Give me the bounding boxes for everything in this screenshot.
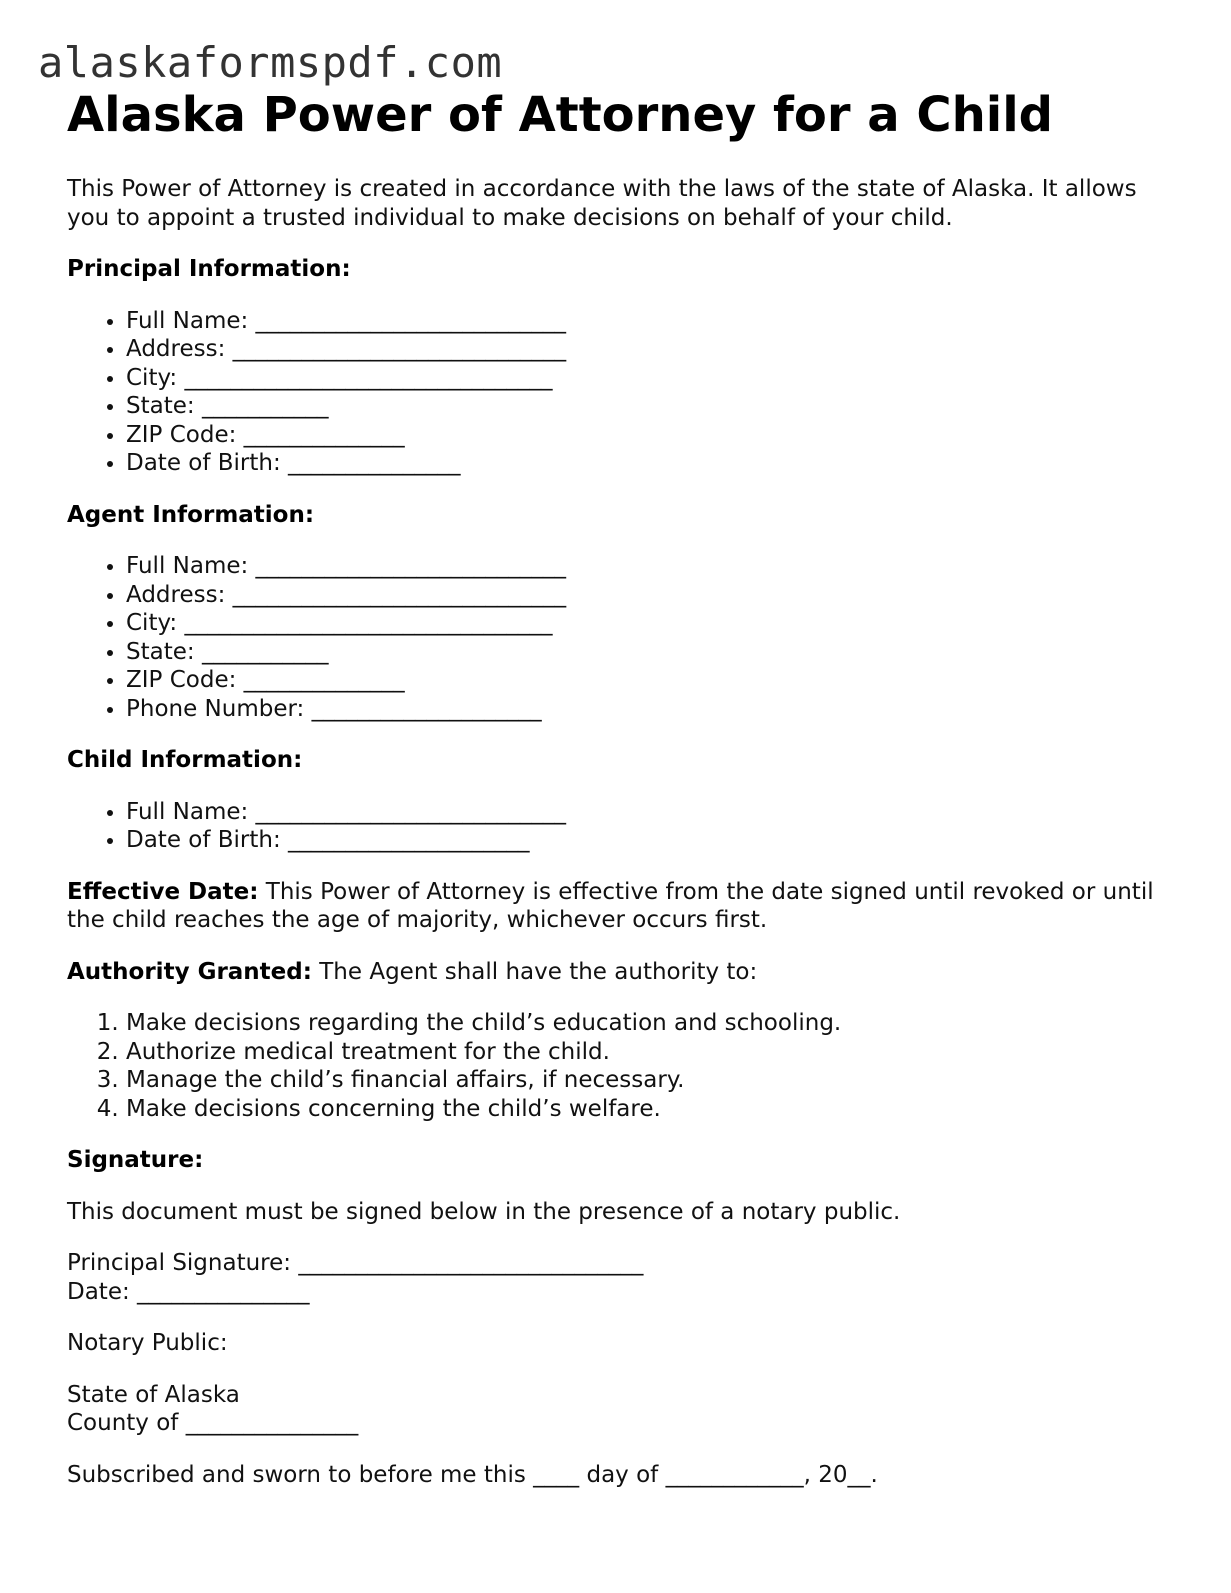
authority-item-financial: 3. Manage the child’s financial affairs, if necessary. (126, 1066, 1167, 1095)
principal-field-list (67, 307, 1167, 478)
document-page (67, 86, 1167, 1489)
signature-note: This document must be signed below in the presence of a notary public. (67, 1198, 901, 1225)
principal-full-name-field: • Full Name: ___________________________ (126, 307, 1167, 336)
notary-state-line: State of Alaska (67, 1381, 240, 1408)
authority-item-welfare: 4. Make decisions concerning the child’s welfare. (126, 1095, 1167, 1124)
notary-label: Notary Public: (67, 1330, 228, 1356)
agent-city-field: • City: ________________________________ (126, 609, 1167, 638)
notary-sworn-line: Subscribed and sworn to before me this ____ day of ____________, 20__. (67, 1461, 878, 1488)
child-dob-field: • Date of Birth: _____________________ (126, 826, 1167, 855)
authority-list (67, 1009, 1167, 1123)
agent-field-list (67, 552, 1167, 723)
notary-county-line: County of _______________ (67, 1410, 359, 1436)
child-full-name-field: • Full Name: ___________________________ (126, 798, 1167, 827)
document-title: Alaska Power of Attorney for a Child (67, 87, 1054, 143)
authority-item-medical: 2. Authorize medical treatment for the child. (126, 1038, 1167, 1067)
principal-heading: Principal Information: (67, 256, 351, 282)
intro-paragraph: This Power of Attorney is created in accordance with the laws of the state of Alaska. It allows you to appoint a trusted individual to make decisions on behalf of your child. (67, 176, 1137, 231)
signature-heading: Signature: (67, 1147, 204, 1173)
principal-signature-line: Principal Signature: ______________________________ (67, 1250, 644, 1276)
child-field-list (67, 798, 1167, 855)
watermark: alaskaformspdf.com (38, 38, 503, 87)
authority-paragraph (67, 958, 1167, 987)
effective-date-label: Effective Date: (67, 878, 259, 905)
notary-venue-block (67, 1381, 1167, 1438)
effective-date-text: This Power of Attorney is effective from the date signed until revoked or until the child reaches the age of majority, whichever occurs first. (67, 878, 1154, 933)
agent-phone-field: • Phone Number: ____________________ (126, 695, 1167, 724)
authority-item-education: 1. Make decisions regarding the child’s education and schooling. (126, 1009, 1167, 1038)
principal-city-field: • City: ________________________________ (126, 364, 1167, 393)
signature-block (67, 1249, 1167, 1306)
agent-full-name-field: • Full Name: ___________________________ (126, 552, 1167, 581)
agent-address-field: • Address: _____________________________ (126, 581, 1167, 610)
principal-state-field: • State: ___________ (126, 392, 1167, 421)
agent-zip-field: • ZIP Code: ______________ (126, 666, 1167, 695)
principal-zip-field: • ZIP Code: ______________ (126, 421, 1167, 450)
authority-text: The Agent shall have the authority to: (311, 958, 758, 985)
effective-date-paragraph (67, 878, 1167, 935)
signature-date-line: Date: _______________ (67, 1278, 310, 1305)
agent-state-field: • State: ___________ (126, 638, 1167, 667)
authority-label: Authority Granted: (67, 958, 312, 985)
child-heading: Child Information: (67, 747, 303, 773)
principal-address-field: • Address: _____________________________ (126, 335, 1167, 364)
principal-dob-field: • Date of Birth: _______________ (126, 449, 1167, 478)
agent-heading: Agent Information: (67, 501, 315, 528)
